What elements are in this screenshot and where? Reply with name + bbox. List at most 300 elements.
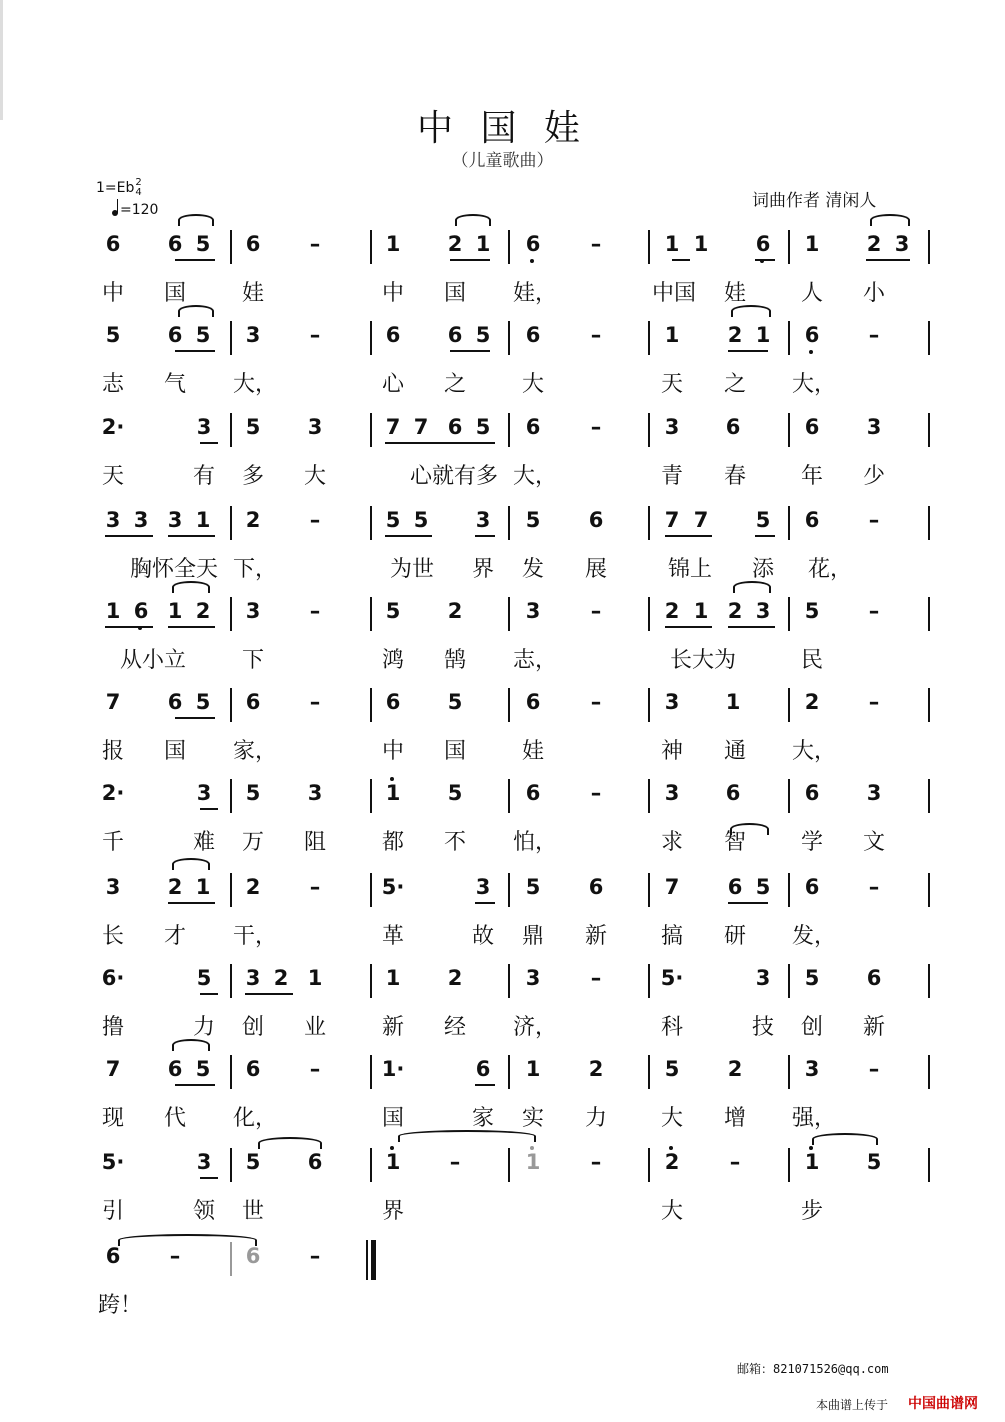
row-10-lyric: 实 [521,1106,544,1131]
row-10-note: 6 [167,1057,183,1081]
row-1-note: 1 [664,232,680,256]
row-2-lyric: 之 [723,372,746,397]
barline [508,964,510,998]
row-2-note: 6 [525,323,541,347]
barline [230,1055,232,1089]
barline [648,321,650,355]
row-11-lyric: 界 [381,1199,404,1224]
beam-underline [175,717,215,719]
row-3-note: 6 [525,415,541,439]
barline [928,230,930,264]
row-7-note: – [590,781,602,805]
barline [370,230,372,264]
barline [230,597,232,631]
time-bottom: 4 [135,187,142,198]
row-1-note: 1 [385,232,401,256]
row-7-note: 3 [866,781,882,805]
barline [788,779,790,813]
slur-tie [455,214,491,226]
row-9-note: 2 [447,966,463,990]
row-9-lyric: 创 [800,1015,823,1040]
row-11-note: 3 [196,1150,212,1174]
row-6-lyric: 大， [792,739,837,764]
row-9-note: 3 [755,966,771,990]
barline [928,1148,930,1182]
row-9-note: 5 [804,966,820,990]
row-4-note: 7 [664,508,680,532]
barline [508,506,510,540]
row-3-lyric: 天 [101,464,124,489]
row-3-note: 3 [307,415,323,439]
row-8-note: 6 [727,875,743,899]
barline [508,597,510,631]
row-9-note: 5 [196,966,212,990]
barline [230,779,232,813]
row-6-note: 6 [385,690,401,714]
row-6-lyric: 国 [163,739,186,764]
barline [370,1055,372,1089]
row-9-note: 1 [385,966,401,990]
barline [648,1148,650,1182]
row-5-note: 1 [105,599,121,623]
barline [230,413,232,447]
row-8-note: 7 [664,875,680,899]
beam-underline [105,626,153,628]
barline [928,779,930,813]
row-6-lyric: 娃 [521,739,544,764]
row-9-lyric: 业 [303,1015,326,1040]
row-4-note: 3 [105,508,121,532]
slur-tie [172,581,210,593]
row-12-note: – [169,1244,181,1268]
barline [648,597,650,631]
row-8-lyric: 发， [792,924,837,949]
row-2-note: 2 [727,323,743,347]
row-2-note: 5 [475,323,491,347]
row-8-lyric: 新 [584,924,607,949]
row-8-note: 6 [588,875,604,899]
row-4-lyric: 发 [521,557,544,582]
row-4-lyric: 添 [751,557,774,582]
row-9-note: – [590,966,602,990]
row-4-note: 1 [195,508,211,532]
row-7-note: 2· [101,781,125,805]
beam-underline [755,535,775,537]
barline [230,1148,232,1182]
row-7-note: 3 [196,781,212,805]
row-10-lyric: 现 [101,1106,124,1131]
barline [370,506,372,540]
row-10-note: 7 [105,1057,121,1081]
barline [508,1055,510,1089]
slur-tie [870,214,910,226]
row-7-note: 1 [378,781,408,805]
barline [788,964,790,998]
barline [370,321,372,355]
row-4-note: 5 [755,508,771,532]
row-12-lyric: 跨！ [98,1293,143,1318]
row-8-lyric: 长 [101,924,124,949]
row-5-lyric: 志， [513,648,558,673]
barline [508,321,510,355]
row-9-lyric: 经 [443,1015,466,1040]
row-5-lyric: 民 [800,648,823,673]
row-5-note: 1 [167,599,183,623]
beam-underline [175,259,215,261]
barline [370,597,372,631]
barline [648,873,650,907]
row-2-note: – [868,323,880,347]
row-2-note: 3 [245,323,261,347]
row-2-note: 5 [195,323,211,347]
beam-underline [200,993,218,995]
beam-underline [105,535,153,537]
row-1-note: 6 [167,232,183,256]
row-9-lyric: 技 [751,1015,774,1040]
row-8-lyric: 革 [381,924,404,949]
row-7-lyric: 怕， [513,830,558,855]
barline [648,413,650,447]
row-7-lyric: 文 [862,830,885,855]
slur-tie [118,1234,257,1246]
row-6-note: 3 [664,690,680,714]
octave-dot-above [809,1146,813,1150]
row-1-note: 6 [518,232,548,256]
row-11-note: 6 [307,1150,323,1174]
row-9-note: 6 [866,966,882,990]
row-11-lyric: 大 [660,1199,683,1224]
barline [230,1242,232,1276]
row-8-note: 2 [245,875,261,899]
row-2-note: 5 [105,323,121,347]
row-5-lyric: 鸿 [381,648,404,673]
slur-tie [812,1133,878,1145]
beam-underline [385,442,495,444]
row-10-lyric: 国 [381,1106,404,1131]
beam-underline [175,350,215,352]
row-6-note: 6 [245,690,261,714]
row-3-lyric: 年 [800,464,823,489]
row-3-note: 7 [413,415,429,439]
barline [928,321,930,355]
row-6-note: 6 [167,690,183,714]
barline [928,964,930,998]
barline [648,1055,650,1089]
row-12-note: 6 [245,1244,261,1268]
row-5-note: 6 [126,599,156,623]
row-3-note: 3 [664,415,680,439]
row-2-lyric: 心 [381,372,404,397]
barline [648,779,650,813]
row-2-lyric: 大， [233,372,278,397]
song-subtitle: （儿童歌曲） [451,151,554,171]
octave-dot-above [669,1146,673,1150]
beam-underline [475,1084,495,1086]
time-signature [135,178,141,198]
barline [508,688,510,722]
site-logo: 中国曲谱网 [908,1396,978,1412]
row-1-note: 6 [748,232,778,256]
row-8-note: 2 [167,875,183,899]
row-10-lyric: 力 [584,1106,607,1131]
row-4-lyric: 花， [808,557,853,582]
row-11-note: 1 [797,1150,827,1174]
row-10-lyric: 代 [163,1106,186,1131]
row-8-note: 6 [804,875,820,899]
beam-underline [450,350,490,352]
row-9-note: 6· [101,966,125,990]
row-1-note: 6 [245,232,261,256]
row-9-note: 5· [660,966,684,990]
row-2-note: 6 [385,323,401,347]
row-7-lyric: 难 [192,830,215,855]
row-9-lyric: 济， [513,1015,558,1040]
beam-underline [755,259,775,261]
barline [928,506,930,540]
row-4-note: 2 [245,508,261,532]
row-9-lyric: 新 [381,1015,404,1040]
row-4-lyric: 界 [471,557,494,582]
barline [230,688,232,722]
row-2-note: 1 [664,323,680,347]
slur-tie [178,305,214,317]
row-10-note: 1· [381,1057,405,1081]
row-1-lyric: 国 [443,281,466,306]
barline [370,1148,372,1182]
row-6-note: – [868,690,880,714]
row-10-note: 2 [588,1057,604,1081]
barline [230,964,232,998]
row-8-note: – [868,875,880,899]
row-5-note: 2 [664,599,680,623]
quarter-note-icon [112,210,118,216]
row-1-lyric: 娃 [241,281,264,306]
row-2-note: 1 [755,323,771,347]
row-3-note: 3 [866,415,882,439]
row-9-note: 3 [245,966,261,990]
row-10-lyric: 化， [233,1106,278,1131]
footer-upload-text: 本曲谱上传于 [816,1398,889,1412]
row-3-note: 5 [475,415,491,439]
barline [508,1148,510,1182]
row-10-note: 5 [195,1057,211,1081]
row-12-note: – [309,1244,321,1268]
row-2-lyric: 志 [101,372,124,397]
beam-underline [728,626,775,628]
row-7-lyric: 学 [800,830,823,855]
barline [788,1148,790,1182]
row-4-note: 5 [385,508,401,532]
row-6-note: 7 [105,690,121,714]
row-10-note: – [309,1057,321,1081]
beam-underline [385,535,432,537]
row-7-note: 5 [447,781,463,805]
row-1-lyric: 中国 [652,281,697,306]
barline [788,506,790,540]
row-4-lyric: 为世 [390,557,435,582]
row-3-note: – [590,415,602,439]
row-10-note: – [868,1057,880,1081]
row-4-lyric: 下， [233,557,278,582]
barline [508,230,510,264]
row-11-lyric: 步 [800,1199,823,1224]
row-3-note: 6 [447,415,463,439]
row-12-note: 6 [105,1244,121,1268]
row-7-lyric: 不 [443,830,466,855]
barline [370,964,372,998]
row-2-note: 6 [447,323,463,347]
slur-tie [172,858,210,870]
row-9-lyric: 新 [862,1015,885,1040]
footer-email: 邮箱：821071526@qq.com [737,1362,889,1376]
row-1-note: 5 [195,232,211,256]
row-6-lyric: 神 [660,739,683,764]
barline [648,506,650,540]
barline [370,413,372,447]
row-1-note: 3 [894,232,910,256]
row-11-note: 1 [518,1150,548,1174]
row-1-lyric: 人 [800,281,823,306]
slur-tie [398,1130,536,1142]
row-5-note: – [590,599,602,623]
row-7-lyric: 都 [381,830,404,855]
beam-underline [728,350,768,352]
row-10-note: 2 [727,1057,743,1081]
row-3-note: 6 [804,415,820,439]
row-8-lyric: 鼎 [521,924,544,949]
row-6-note: – [309,690,321,714]
row-5-lyric: 下 [241,648,264,673]
author-credit: 词曲作者 清闲人 [752,191,877,211]
row-1-note: 1 [475,232,491,256]
barline [370,779,372,813]
row-6-lyric: 家， [233,739,278,764]
barline [648,230,650,264]
row-4-note: – [868,508,880,532]
row-1-lyric: 中 [381,281,404,306]
row-3-lyric: 少 [862,464,885,489]
row-10-note: 3 [804,1057,820,1081]
row-9-lyric: 力 [192,1015,215,1040]
row-6-note: 2 [804,690,820,714]
row-7-lyric: 阻 [303,830,326,855]
row-3-lyric: 大， [513,464,558,489]
row-8-lyric: 干， [233,924,278,949]
barline [788,688,790,722]
beam-underline [866,259,910,261]
time-top: 2 [135,177,142,188]
row-8-note: 5 [755,875,771,899]
row-3-lyric: 多 [241,464,264,489]
tempo-text: =120 [120,202,159,218]
beam-underline [728,902,768,904]
octave-dot-above [530,1146,534,1150]
row-10-note: 6 [475,1057,491,1081]
row-1-note: – [309,232,321,256]
barline [648,688,650,722]
row-9-note: 1 [307,966,323,990]
barline [648,964,650,998]
row-5-note: 5 [385,599,401,623]
row-4-note: 7 [693,508,709,532]
row-4-lyric: 胸怀全天 [130,557,219,582]
barline [370,688,372,722]
row-5-note: – [309,599,321,623]
beam-underline [200,442,218,444]
row-5-note: 1 [693,599,709,623]
barline [928,873,930,907]
row-10-lyric: 强， [792,1106,837,1131]
barline [788,1055,790,1089]
row-10-note: 6 [245,1057,261,1081]
row-6-note: – [590,690,602,714]
row-8-lyric: 才 [163,924,186,949]
row-2-note: – [309,323,321,347]
row-7-lyric: 万 [241,830,264,855]
barline [788,321,790,355]
row-7-note: 5 [245,781,261,805]
beam-underline [245,993,293,995]
row-4-note: 5 [525,508,541,532]
row-7-note: 3 [664,781,680,805]
row-4-note: 6 [588,508,604,532]
barline [928,413,930,447]
row-11-note: 5 [866,1150,882,1174]
beam-underline [200,808,218,810]
row-6-lyric: 通 [723,739,746,764]
row-8-lyric: 搞 [660,924,683,949]
final-barline [366,1240,368,1280]
beam-underline [175,1084,215,1086]
octave-dot-below [530,259,534,263]
row-5-note: 2 [195,599,211,623]
tempo-marking [112,202,158,218]
row-5-note: 2 [727,599,743,623]
beam-underline [665,535,712,537]
row-10-lyric: 大 [660,1106,683,1131]
barline [508,779,510,813]
barline [230,506,232,540]
row-3-note: 3 [196,415,212,439]
row-11-note: 5 [245,1150,261,1174]
barline [928,688,930,722]
row-8-note: 5 [525,875,541,899]
row-10-lyric: 家 [471,1106,494,1131]
slur-tie [178,214,214,226]
row-5-lyric: 从小立 [120,648,187,673]
slur-tie [730,823,769,835]
beam-underline [475,535,495,537]
row-11-note: – [449,1150,461,1174]
octave-dot-above [390,777,394,781]
beam-underline [200,1177,218,1179]
row-5-lyric: 长大为 [670,648,737,673]
barline [230,321,232,355]
beam-underline [168,626,215,628]
row-11-note: – [590,1150,602,1174]
barline [508,873,510,907]
row-8-lyric: 故 [471,924,494,949]
row-5-note: – [868,599,880,623]
row-3-note: 7 [385,415,401,439]
row-3-lyric: 大 [303,464,326,489]
row-1-note: 6 [105,232,121,256]
row-4-lyric: 锦上 [668,557,713,582]
song-title: 中 国 娃 [417,108,588,149]
row-4-note: 3 [167,508,183,532]
row-1-note: – [590,232,602,256]
row-10-note: 5 [664,1057,680,1081]
